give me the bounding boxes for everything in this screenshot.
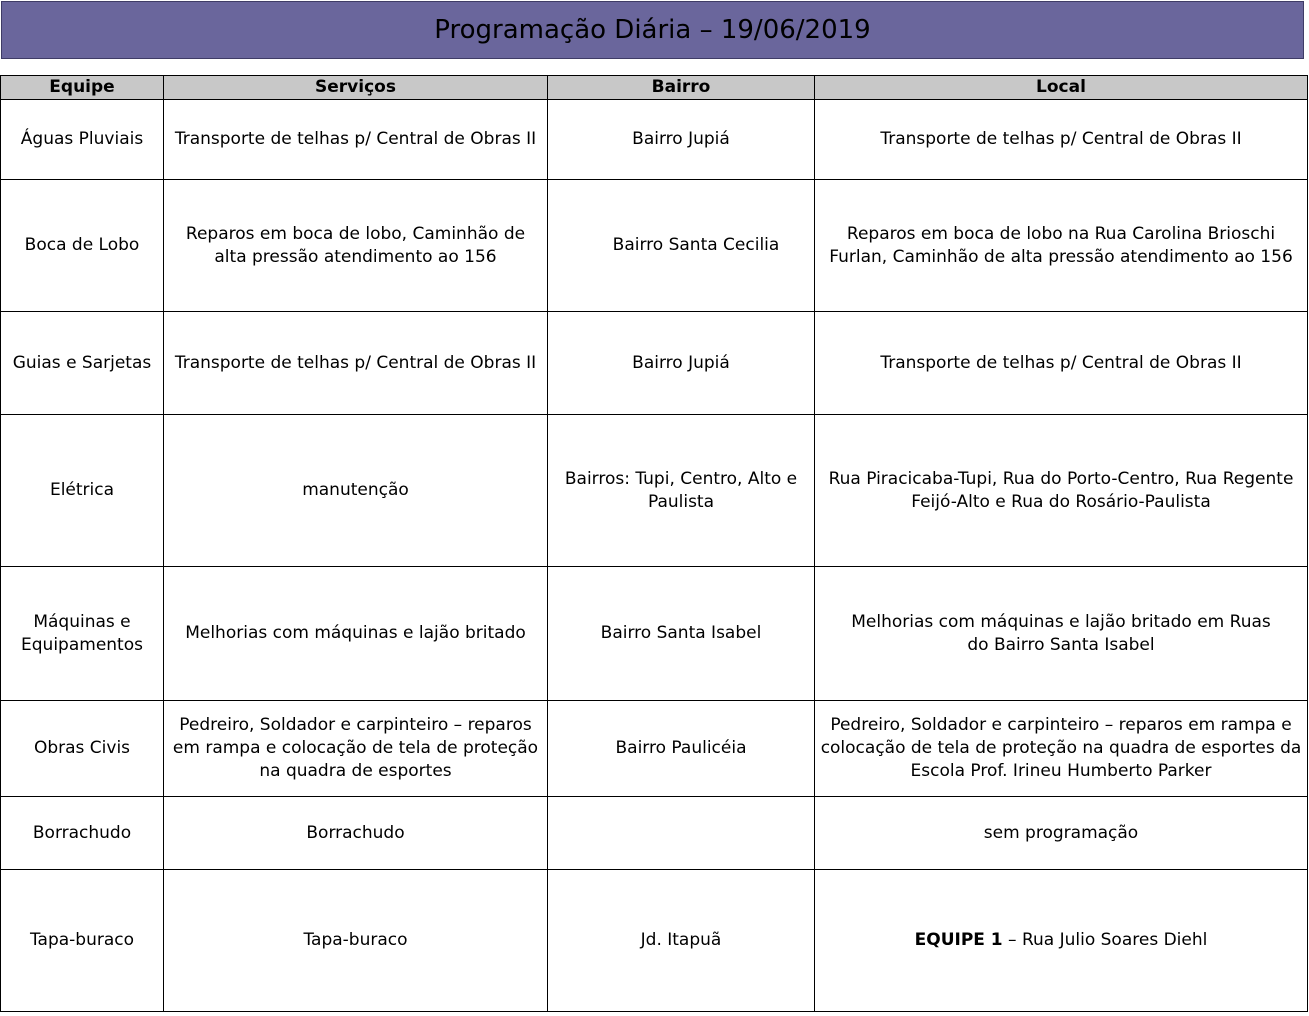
cell-equipe: Boca de Lobo [1,180,164,312]
table-row [1,701,1308,797]
cell-local: Pedreiro, Soldador e carpinteiro – reparos em rampa e colocação de tela de proteção na quadra de esportes da Escola Prof. Irineu Humberto Parker [815,701,1308,797]
cell-bairro: Bairro Jupiá [548,312,815,415]
cell-equipe: Tapa-buraco [1,870,164,1012]
table-row [1,100,1308,180]
cell-local-text: – Rua Julio Soares Diehl [1002,930,1208,950]
page-title [1,1,1304,59]
cell-bairro: Bairros: Tupi, Centro, Alto e Paulista [548,415,815,567]
cell-servicos: manutenção [164,415,548,567]
column-header-equipe: Equipe [1,76,164,100]
cell-servicos: Tapa-buraco [164,870,548,1012]
cell-equipe: Guias e Sarjetas [1,312,164,415]
cell-servicos: Borrachudo [164,797,548,870]
page-title-text: Programação Diária – 19/06/2019 [434,15,871,45]
table-row [1,312,1308,415]
cell-local: Reparos em boca de lobo na Rua Carolina Brioschi Furlan, Caminhão de alta pressão atendimento ao 156 [815,180,1308,312]
header-row [1,76,1308,100]
schedule-table [0,75,1308,1012]
cell-local: sem programação [815,797,1308,870]
cell-local: Transporte de telhas p/ Central de Obras II [815,100,1308,180]
cell-equipe: Borrachudo [1,797,164,870]
cell-equipe: Máquinas e Equipamentos [1,567,164,701]
column-header-servicos: Serviços [164,76,548,100]
cell-equipe: Elétrica [1,415,164,567]
cell-servicos: Transporte de telhas p/ Central de Obras II [164,312,548,415]
cell-bairro: Bairro Santa Isabel [548,567,815,701]
column-header-local: Local [815,76,1308,100]
table-row [1,797,1308,870]
column-header-bairro: Bairro [548,76,815,100]
table-row [1,180,1308,312]
cell-bairro: Bairro Santa Cecilia [548,180,815,312]
cell-bairro: Bairro Jupiá [548,100,815,180]
team-label: EQUIPE 1 [914,930,1003,950]
cell-equipe: Obras Civis [1,701,164,797]
cell-bairro [548,797,815,870]
cell-servicos: Melhorias com máquinas e lajão britado [164,567,548,701]
cell-bairro: Bairro Paulicéia [548,701,815,797]
cell-bairro: Jd. Itapuã [548,870,815,1012]
cell-local [815,870,1308,1012]
cell-local: Rua Piracicaba-Tupi, Rua do Porto-Centro, Rua Regente Feijó-Alto e Rua do Rosário-Paulista [815,415,1308,567]
cell-servicos: Reparos em boca de lobo, Caminhão de alta pressão atendimento ao 156 [164,180,548,312]
table-row [1,567,1308,701]
cell-servicos: Pedreiro, Soldador e carpinteiro – reparos em rampa e colocação de tela de proteção na quadra de esportes [164,701,548,797]
cell-local: Transporte de telhas p/ Central de Obras II [815,312,1308,415]
cell-local: Melhorias com máquinas e lajão britado em Ruas do Bairro Santa Isabel [815,567,1308,701]
table-row [1,415,1308,567]
table-row [1,870,1308,1012]
cell-equipe: Águas Pluviais [1,100,164,180]
cell-servicos: Transporte de telhas p/ Central de Obras II [164,100,548,180]
